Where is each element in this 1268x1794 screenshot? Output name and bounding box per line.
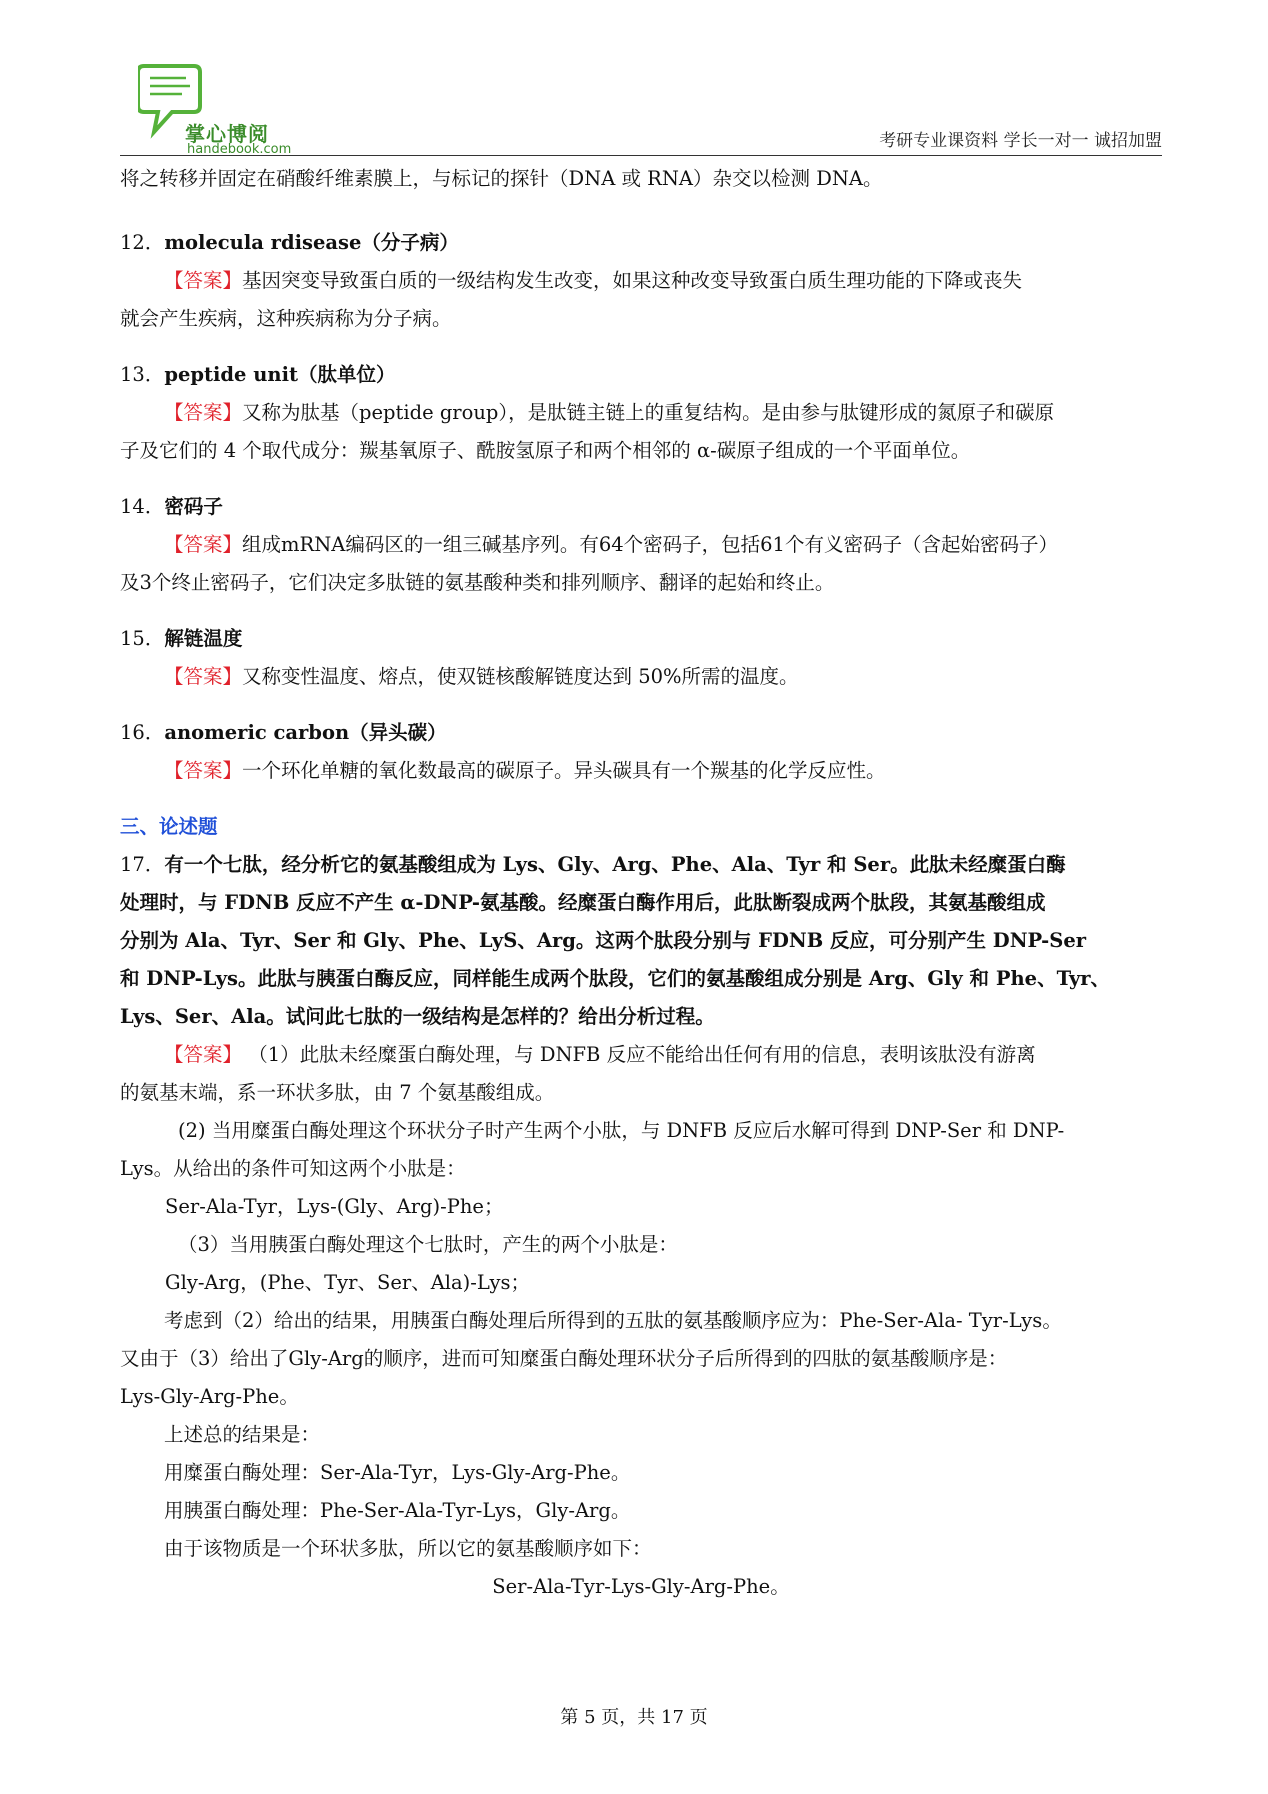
- question-number: 14．: [120, 495, 165, 518]
- question-number: 16．: [120, 721, 165, 744]
- answer-text: 又称为肽基（peptide group），是肽链主链上的重复结构。是由参与肽键形成的氮原子和碳原: [242, 401, 1055, 424]
- answer-17-line-8: 考虑到（2）给出的结果，用胰蛋白酶处理后所得到的五肽的氨基酸顺序应为：Phe-Ser-Ala- Tyr-Lys。: [164, 1309, 1062, 1332]
- answer-tag: 【答案】: [164, 533, 243, 556]
- answer-tag: 【答案】: [164, 665, 243, 688]
- document-body: [120, 160, 1162, 1606]
- answer-17-line-11: 上述总的结果是：: [164, 1423, 321, 1446]
- answer-17-line-3: (2) 当用糜蛋白酶处理这个环状分子时产生两个小肽，与 DNFB 反应后水解可得到 DNP-Ser 和 DNP-: [178, 1119, 1065, 1142]
- answer-tag: 【答案】: [164, 759, 243, 782]
- intro-text: 将之转移并固定在硝酸纤维素膜上，与标记的探针（DNA 或 RNA）杂交以检测 DNA。: [120, 167, 883, 190]
- answer-17-line-9: 又由于（3）给出了Gly-Arg的顺序，进而可知糜蛋白酶处理环状分子后所得到的四肽的氨基酸顺序是：: [120, 1347, 1008, 1370]
- answer-17-line-7: Gly-Arg，(Phe、Tyr、Ser、Ala)-Lys；: [165, 1271, 530, 1294]
- question-16-title: [120, 714, 1162, 752]
- answer-17-line-13: 用胰蛋白酶处理：Phe-Ser-Ala-Tyr-Lys，Gly-Arg。: [164, 1499, 631, 1522]
- question-13-title: [120, 356, 1162, 394]
- question-number: 17．: [120, 853, 165, 876]
- answer-12-line-2: 就会产生疾病，这种疾病称为分子病。: [120, 307, 452, 330]
- header-divider: [120, 155, 1162, 156]
- answer-17-line-5: Ser-Ala-Tyr，Lys-(Gly、Arg)-Phe；: [165, 1195, 504, 1218]
- question-12-title: [120, 224, 1162, 262]
- answer-tag: 【答案】: [164, 269, 243, 292]
- question-number: 13．: [120, 363, 165, 386]
- question-term: molecula rdisease（分子病）: [164, 231, 459, 254]
- answer-text: 又称变性温度、熔点，使双链核酸解链度达到 50%所需的温度。: [242, 665, 799, 688]
- question-17-line-4: 和 DNP-Lys。此肽与胰蛋白酶反应，同样能生成两个肽段，它们的氨基酸组成分别是 Arg、Gly 和 Phe、Tyr、: [120, 967, 1111, 990]
- answer-17-line-4: Lys。从给出的条件可知这两个小肽是：: [120, 1157, 466, 1180]
- section-heading: 三、论述题: [120, 815, 218, 838]
- answer-text: （1）此肽未经糜蛋白酶处理，与 DNFB 反应不能给出任何有用的信息，表明该肽没有游离: [248, 1043, 1036, 1066]
- question-term: 解链温度: [164, 627, 243, 650]
- answer-13-line-2: 子及它们的 4 个取代成分：羰基氧原子、酰胺氢原子和两个相邻的 α-碳原子组成的一个平面单位。: [120, 439, 971, 462]
- answer-text: 一个环化单糖的氧化数最高的碳原子。异头碳具有一个羰基的化学反应性。: [242, 759, 886, 782]
- answer-17-line-6: （3）当用胰蛋白酶处理这个七肽时，产生的两个小肽是：: [178, 1233, 678, 1256]
- answer-14-line-1: [120, 526, 1162, 564]
- question-17-line-1: [120, 846, 1162, 884]
- question-number: 12．: [120, 231, 165, 254]
- header-tagline: 考研专业课资料 学长一对一 诚招加盟: [879, 131, 1162, 151]
- logo-url: handebook.com: [187, 142, 292, 157]
- answer-17-line-10: Lys-Gly-Arg-Phe。: [120, 1385, 299, 1408]
- answer-12-line-1: [120, 262, 1162, 300]
- answer-17-line-14: 由于该物质是一个环状多肽，所以它的氨基酸顺序如下：: [164, 1537, 652, 1560]
- answer-tag: 【答案】: [164, 1043, 243, 1066]
- answer-tag: 【答案】: [164, 401, 243, 424]
- page-header: [120, 52, 1162, 156]
- answer-text: 基因突变导致蛋白质的一级结构发生改变，如果这种改变导致蛋白质生理功能的下降或丧失: [242, 269, 1023, 292]
- answer-15-line-1: [120, 658, 1162, 696]
- answer-text: 组成mRNA编码区的一组三碱基序列。有64个密码子，包括61个有义密码子（含起始密码子）: [242, 533, 1058, 556]
- question-term: 密码子: [164, 495, 223, 518]
- question-14-title: [120, 488, 1162, 526]
- answer-17-final-sequence: Ser-Ala-Tyr-Lys-Gly-Arg-Phe。: [492, 1575, 790, 1598]
- question-text: 有一个七肽，经分析它的氨基酸组成为 Lys、Gly、Arg、Phe、Ala、Tyr 和 Ser。此肽未经糜蛋白酶: [164, 853, 1066, 876]
- answer-13-line-1: [120, 394, 1162, 432]
- answer-16-line-1: [120, 752, 1162, 790]
- question-17-line-3: 分别为 Ala、Tyr、Ser 和 Gly、Phe、LyS、Arg。这两个肽段分别与 FDNB 反应，可分别产生 DNP-Ser: [120, 929, 1086, 952]
- answer-17-line-2: 的氨基末端，系一环状多肽，由 7 个氨基酸组成。: [120, 1081, 555, 1104]
- question-15-title: [120, 620, 1162, 658]
- logo: [138, 60, 388, 156]
- question-term: anomeric carbon（异头碳）: [164, 721, 447, 744]
- question-17-line-5: Lys、Ser、Ala。试问此七肽的一级结构是怎样的？给出分析过程。: [120, 1005, 715, 1028]
- page-number: 第 5 页，共 17 页: [560, 1707, 708, 1728]
- answer-17-line-12: 用糜蛋白酶处理：Ser-Ala-Tyr，Lys-Gly-Arg-Phe。: [164, 1461, 631, 1484]
- answer-17-line-1: [120, 1036, 1162, 1074]
- question-number: 15．: [120, 627, 165, 650]
- question-term: peptide unit（肽单位）: [164, 363, 396, 386]
- question-17-line-2: 处理时，与 FDNB 反应不产生 α-DNP-氨基酸。经糜蛋白酶作用后，此肽断裂成两个肽段，其氨基酸组成: [120, 891, 1046, 914]
- logo-name: 掌心博阅: [185, 122, 269, 146]
- answer-14-line-2: 及3个终止密码子，它们决定多肽链的氨基酸种类和排列顺序、翻译的起始和终止。: [120, 571, 835, 594]
